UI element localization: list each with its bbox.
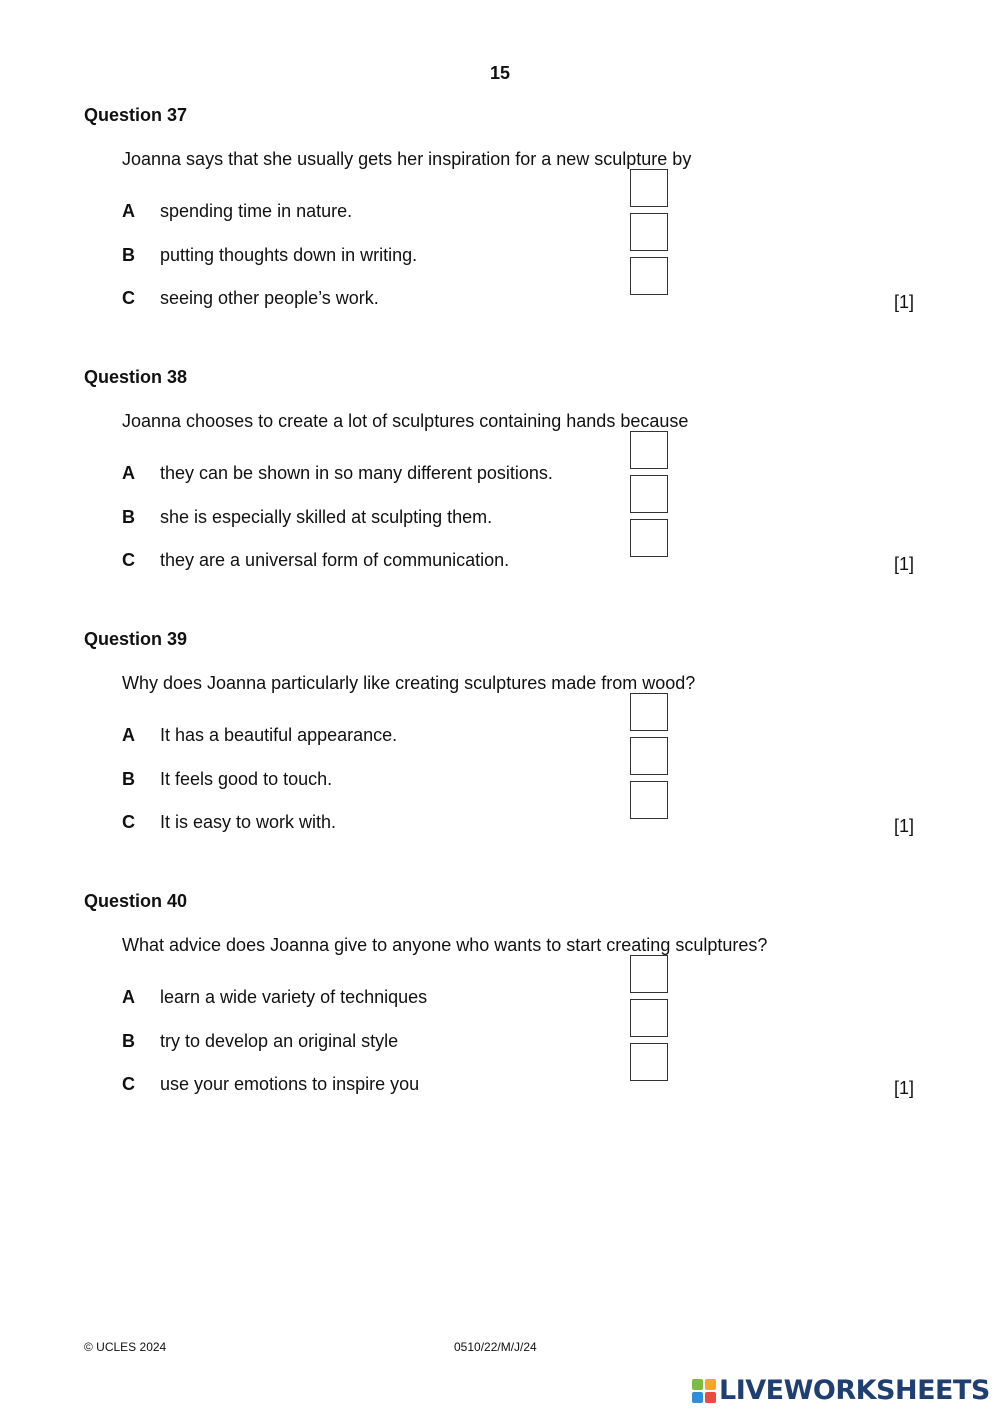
- logo-tile: [692, 1379, 703, 1390]
- option-letter: B: [122, 245, 135, 265]
- answer-box-c[interactable]: [630, 257, 668, 295]
- answer-box-a[interactable]: [630, 431, 668, 469]
- answer-box-b[interactable]: [630, 999, 668, 1037]
- question-39: [84, 628, 924, 858]
- option-a: [122, 191, 682, 231]
- brand-name: LIVEWORKSHEETS: [719, 1375, 990, 1406]
- option-text: spending time in nature.: [160, 201, 353, 221]
- question-stem: What advice does Joanna give to anyone who wants to start creating sculptures?: [122, 935, 768, 955]
- marks-label: [1]: [894, 292, 915, 312]
- option-a: [122, 453, 682, 493]
- answer-box-b[interactable]: [630, 737, 668, 775]
- option-text: learn a wide variety of techniques: [160, 987, 428, 1007]
- option-text: It has a beautiful appearance.: [160, 725, 398, 745]
- option-text: use your emotions to inspire you: [160, 1074, 420, 1094]
- option-b: [122, 235, 682, 275]
- question-stem: Why does Joanna particularly like creating sculptures made from wood?: [122, 673, 696, 693]
- option-a: [122, 977, 682, 1017]
- option-b: [122, 1021, 682, 1061]
- footer-code: 0510/22/M/J/24: [454, 1340, 537, 1354]
- option-b: [122, 497, 682, 537]
- answer-box-b[interactable]: [630, 213, 668, 251]
- answer-box-b[interactable]: [630, 475, 668, 513]
- liveworksheets-logo-icon: [692, 1379, 716, 1403]
- question-title: Question 40: [84, 891, 188, 911]
- question-stem: Joanna says that she usually gets her inspiration for a new sculpture by: [122, 149, 692, 169]
- option-letter: A: [122, 987, 135, 1007]
- question-40: [84, 890, 924, 1120]
- answer-box-a[interactable]: [630, 693, 668, 731]
- answer-box-a[interactable]: [630, 955, 668, 993]
- answer-box-c[interactable]: [630, 781, 668, 819]
- question-title: Question 37: [84, 105, 188, 125]
- question-title: Question 38: [84, 367, 188, 387]
- option-letter: A: [122, 725, 135, 745]
- option-letter: C: [122, 288, 135, 308]
- option-letter: B: [122, 507, 135, 527]
- option-text: It is easy to work with.: [160, 812, 337, 832]
- option-c: [122, 278, 682, 318]
- option-text: try to develop an original style: [160, 1031, 399, 1051]
- option-letter: B: [122, 769, 135, 789]
- option-b: [122, 759, 682, 799]
- marks-label: [1]: [894, 554, 915, 574]
- logo-tile: [705, 1392, 716, 1403]
- footer-copyright: © UCLES 2024: [84, 1340, 167, 1354]
- option-text: they can be shown in so many different positions.: [160, 463, 553, 483]
- option-letter: C: [122, 1074, 135, 1094]
- answer-box-c[interactable]: [630, 1043, 668, 1081]
- option-c: [122, 540, 682, 580]
- option-text: putting thoughts down in writing.: [160, 245, 418, 265]
- answer-box-c[interactable]: [630, 519, 668, 557]
- page-number: 15: [489, 63, 511, 83]
- logo-tile: [705, 1379, 716, 1390]
- marks-label: [1]: [894, 1078, 915, 1098]
- option-letter: A: [122, 463, 135, 483]
- marks-label: [1]: [894, 816, 915, 836]
- question-37: [84, 104, 924, 334]
- liveworksheets-logo: [692, 1374, 990, 1408]
- option-letter: A: [122, 201, 135, 221]
- question-stem: Joanna chooses to create a lot of sculptures containing hands because: [122, 411, 689, 431]
- option-text: they are a universal form of communication.: [160, 550, 510, 570]
- option-letter: C: [122, 550, 135, 570]
- logo-tile: [692, 1392, 703, 1403]
- question-38: [84, 366, 924, 596]
- option-text: she is especially skilled at sculpting them.: [160, 507, 493, 527]
- option-text: seeing other people’s work.: [160, 288, 379, 308]
- option-letter: B: [122, 1031, 135, 1051]
- option-c: [122, 802, 682, 842]
- answer-box-a[interactable]: [630, 169, 668, 207]
- option-c: [122, 1064, 682, 1104]
- option-a: [122, 715, 682, 755]
- question-title: Question 39: [84, 629, 188, 649]
- option-letter: C: [122, 812, 135, 832]
- option-text: It feels good to touch.: [160, 769, 333, 789]
